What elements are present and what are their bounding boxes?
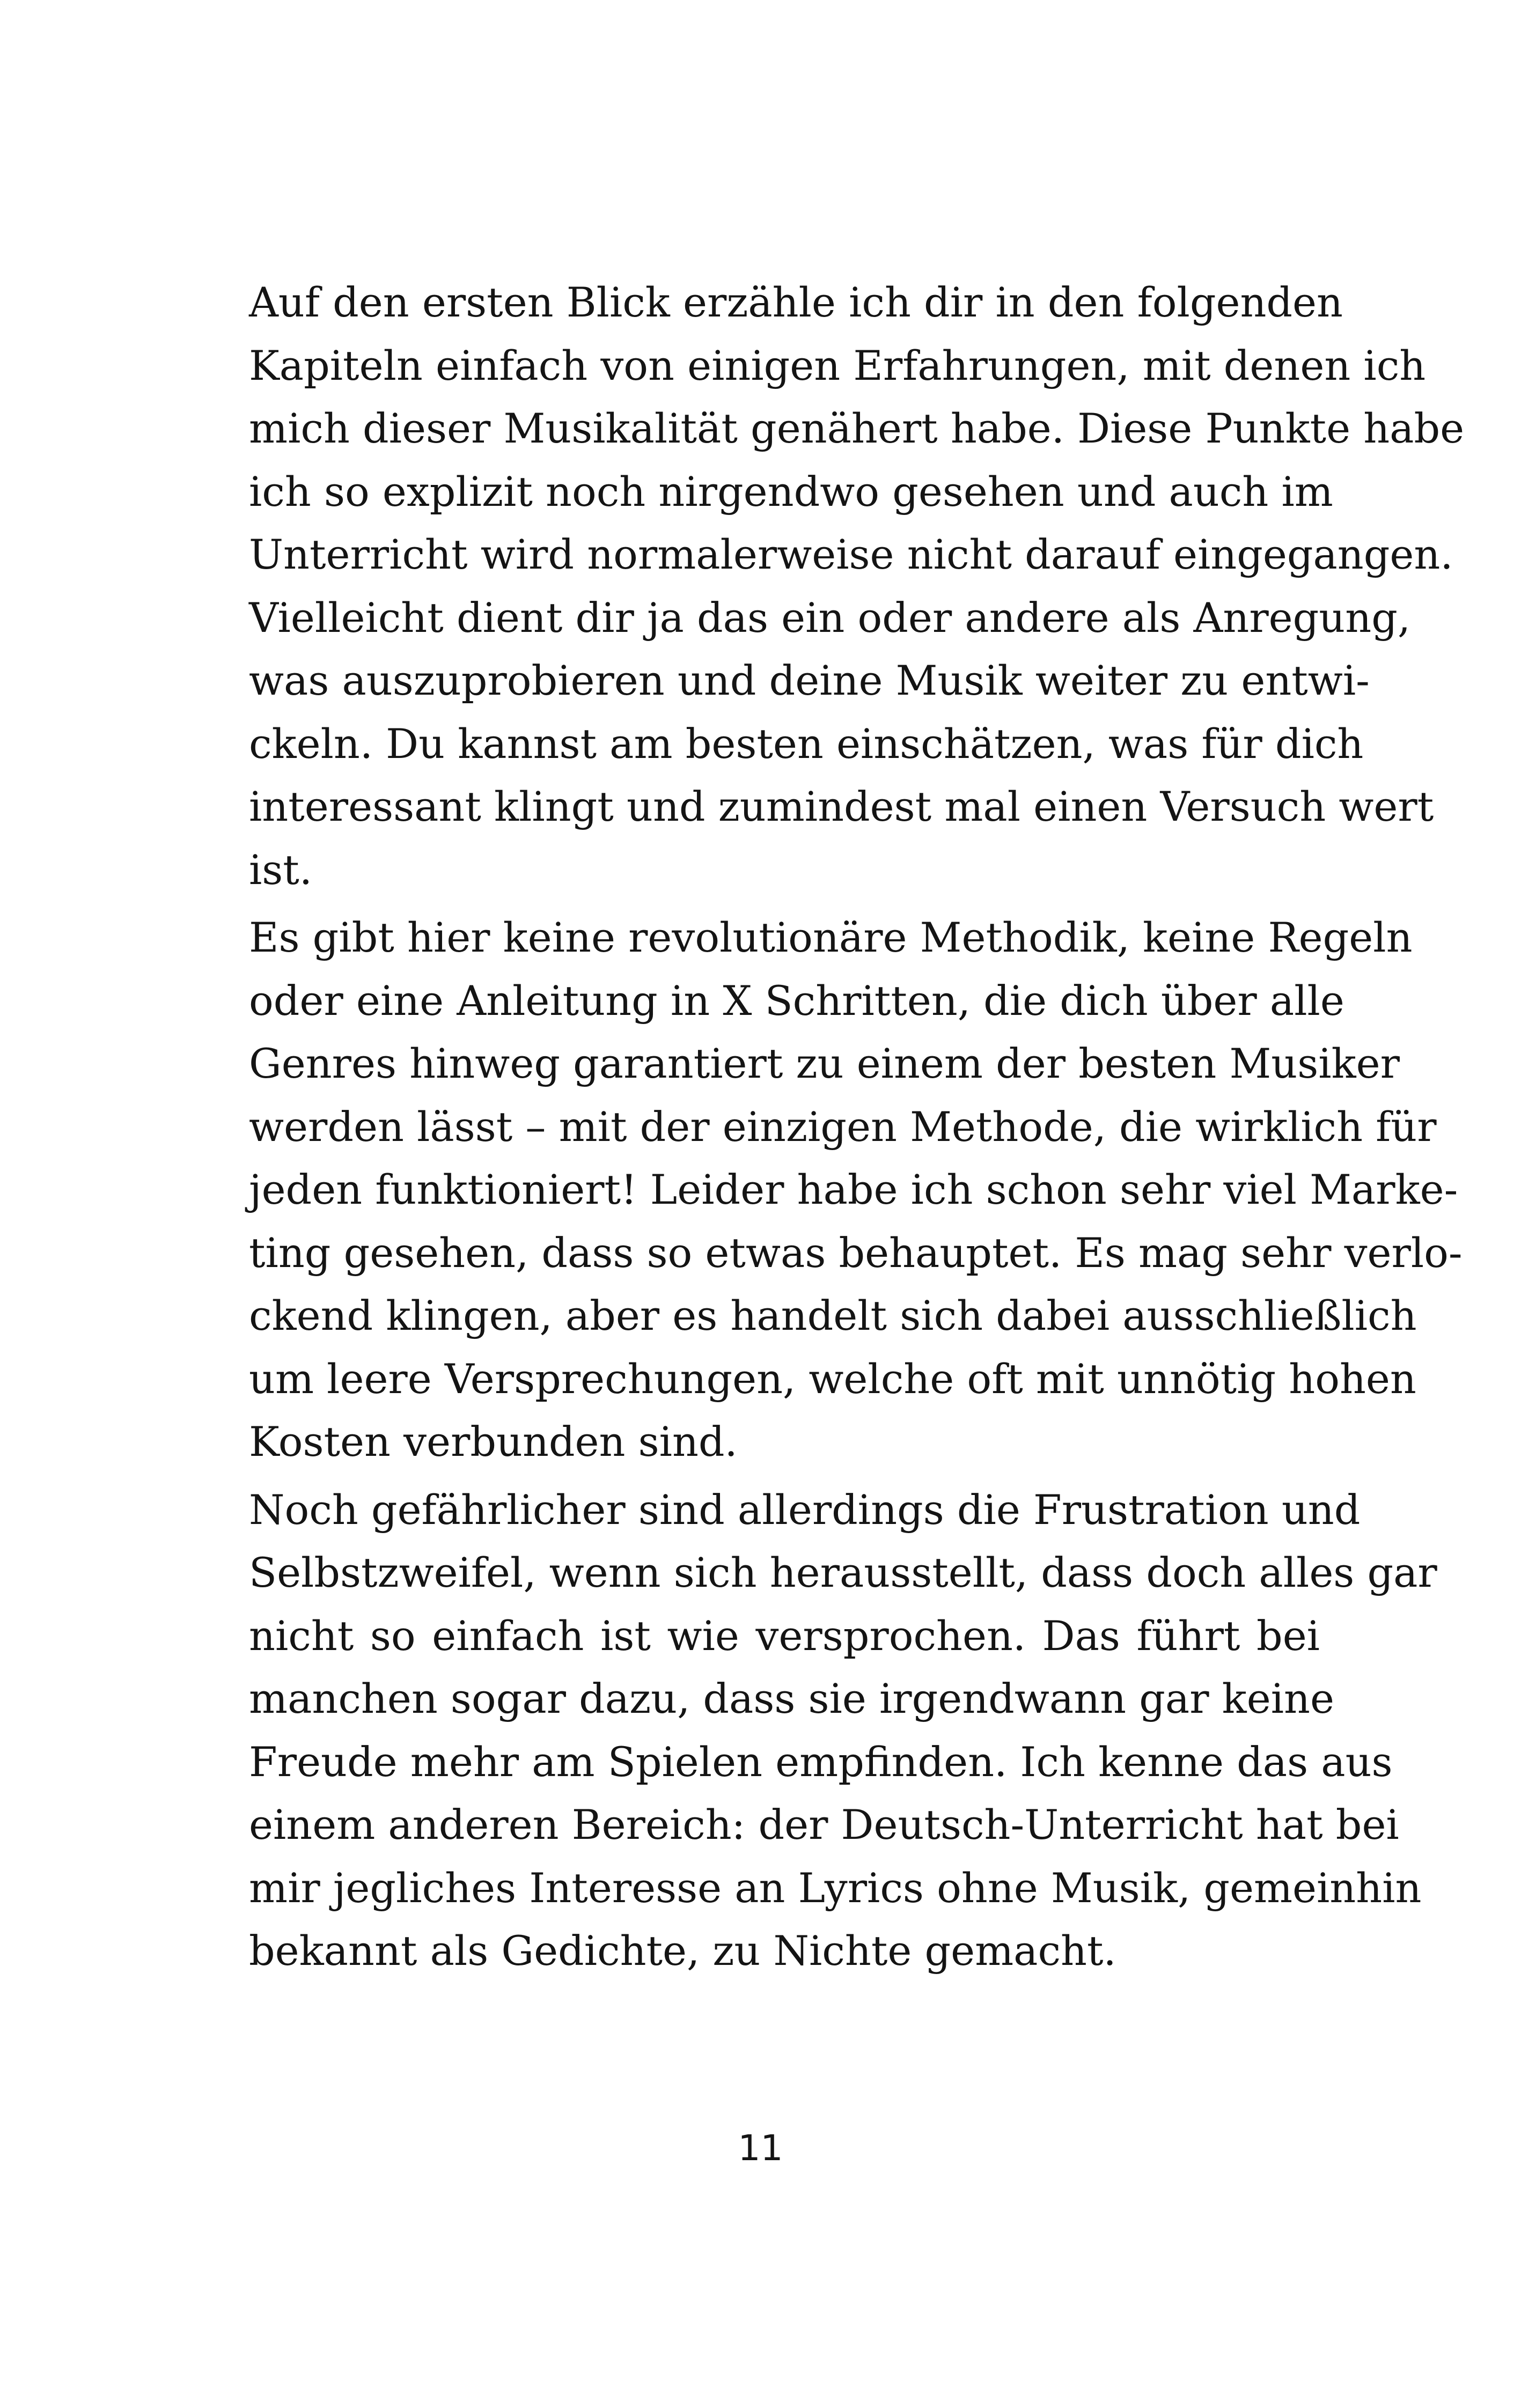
text-line: Kapiteln einfach von einigen Erfahrungen, mit denen ich	[249, 341, 1426, 389]
text-line: Auf den ersten Blick erzähle ich dir in den folgenden	[249, 278, 1343, 326]
text-line: oder eine Anleitung in X Schritten, die dich über alle	[249, 976, 1344, 1025]
paragraph-3	[215, 1478, 1437, 1983]
text-line: Kosten verbunden sind.	[249, 1418, 738, 1466]
text-line: Freude mehr am Spielen empfinden. Ich kenne das aus	[249, 1737, 1393, 1786]
text-line: nicht so einfach ist wie versprochen. Das führt bei	[249, 1611, 1320, 1660]
text-line: was auszuprobieren und deine Musik weiter zu entwi-	[249, 657, 1370, 704]
text-line: ting gesehen, dass so etwas behauptet. Es mag sehr verlo-	[249, 1228, 1463, 1277]
text-line: um leere Versprechungen, welche oft mit unnötig hohen	[249, 1354, 1416, 1403]
paragraph-1	[215, 271, 1465, 901]
text-line: mich dieser Musikalität genähert habe. Diese Punkte habe	[249, 404, 1465, 452]
text-line: Unterricht wird normalerweise nicht darauf eingegangen.	[249, 531, 1453, 578]
page-number: 11	[738, 2127, 783, 2169]
body-text	[215, 271, 1465, 1987]
text-line: Vielleicht dient dir ja das ein oder andere als Anregung,	[249, 593, 1410, 642]
text-line: werden lässt – mit der einzigen Methode, die wirklich für	[249, 1102, 1437, 1151]
text-line: ckend klingen, aber es handelt sich dabei ausschließlich	[249, 1292, 1417, 1339]
paragraph-2	[215, 906, 1463, 1474]
text-line: bekannt als Gedichte, zu Nichte gemacht.	[249, 1927, 1116, 1975]
text-line: manchen sogar dazu, dass sie irgendwann gar keine	[249, 1675, 1334, 1722]
text-line: ich so explizit noch nirgendwo gesehen und auch im	[249, 467, 1333, 516]
text-line: interessant klingt und zumindest mal einen Versuch wert	[249, 783, 1434, 830]
text-line: Genres hinweg garantiert zu einem der besten Musiker	[249, 1040, 1400, 1087]
text-line: mir jegliches Interesse an Lyrics ohne Musik, gemeinhin	[249, 1864, 1422, 1912]
text-line: ist.	[249, 845, 313, 894]
text-line: Selbstzweifel, wenn sich herausstellt, dass doch alles gar	[249, 1549, 1437, 1596]
text-line: einem anderen Bereich: der Deutsch-Unterricht hat bei	[249, 1801, 1399, 1849]
text-line: jeden funktioniert! Leider habe ich schon sehr viel Marke-	[249, 1166, 1458, 1213]
text-line: Es gibt hier keine revolutionäre Methodik, keine Regeln	[249, 914, 1413, 961]
text-line: ckeln. Du kannst am besten einschätzen, was für dich	[249, 719, 1364, 768]
text-line: Noch gefährlicher sind allerdings die Frustration und	[249, 1485, 1361, 1534]
